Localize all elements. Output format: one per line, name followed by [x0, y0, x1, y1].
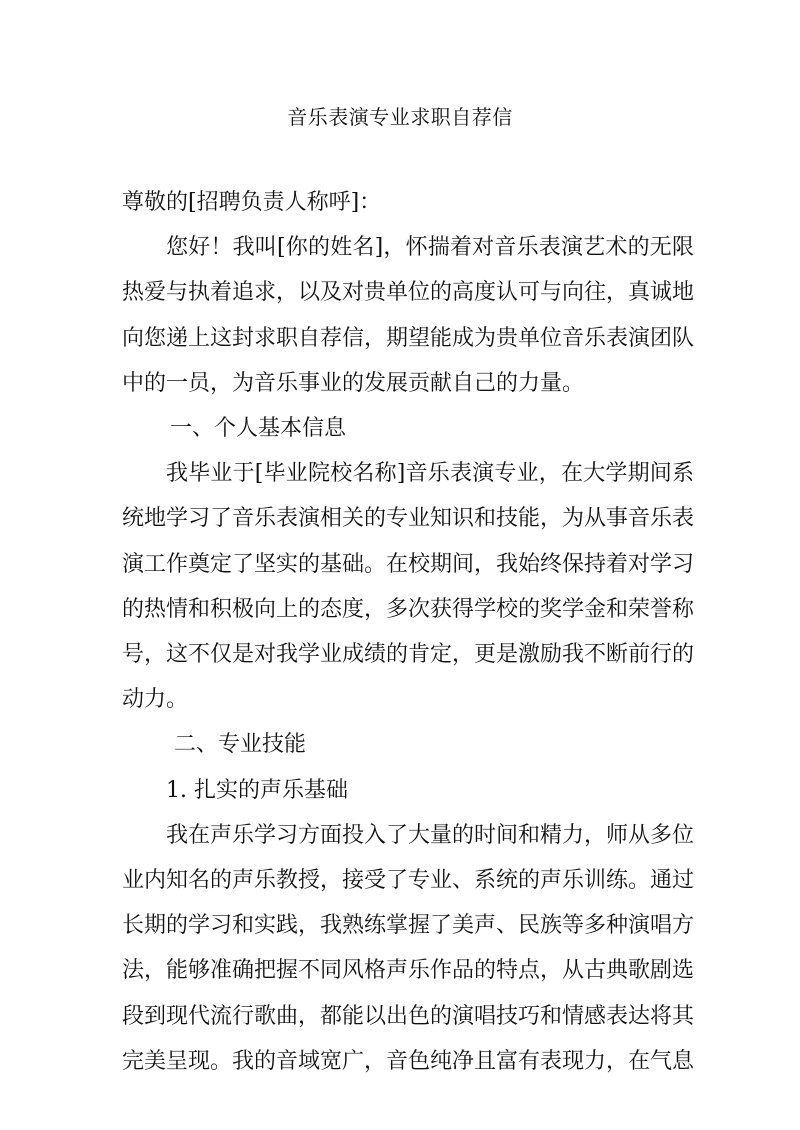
section-heading-personal-info: 一、个人基本信息 [170, 416, 347, 442]
vocal-paragraph: 我在声乐学习方面投入了大量的时间和精力，师从多位业内知名的声乐教授，接受了专业、系统的声乐训练。通过长期的学习和实践，我熟练掌握了美声、民族等多种演唱方法，能够准确把握不同风格声乐作品的特点，从古典歌剧选段到现代流行歌曲，都能以出色的演唱技巧和情感表达将其完美呈现。我的音域宽广，音色纯净且富有表现力，在气息 [122, 822, 695, 1074]
intro-paragraph: 您好！我叫[你的姓名]，怀揣着对音乐表演艺术的无限热爱与执着追求，以及对贵单位的高度认可与向往，真诚地向您递上这封求职自荐信，期望能成为贵单位音乐表演团队中的一员，为音乐事业的发展贡献自己的力量。 [122, 235, 695, 396]
document-title: 音乐表演专业求职自荐信 [287, 105, 513, 129]
document-body [122, 180, 694, 1084]
subsection-heading-vocal: 1. 扎实的声乐基础 [166, 777, 348, 803]
personal-info-paragraph: 我毕业于[毕业院校名称]音乐表演专业，在大学期间系统地学习了音乐表演相关的专业知识和技能，为从事音乐表演工作奠定了坚实的基础。在校期间，我始终保持着对学习的热情和积极向上的态度，多次获得学校的奖学金和荣誉称号，这不仅是对我学业成绩的肯定，更是激励我不断前行的动力。 [122, 461, 695, 713]
section-heading-skills: 二、专业技能 [174, 732, 307, 758]
salutation: 尊敬的[招聘负责人称呼]： [122, 190, 382, 215]
